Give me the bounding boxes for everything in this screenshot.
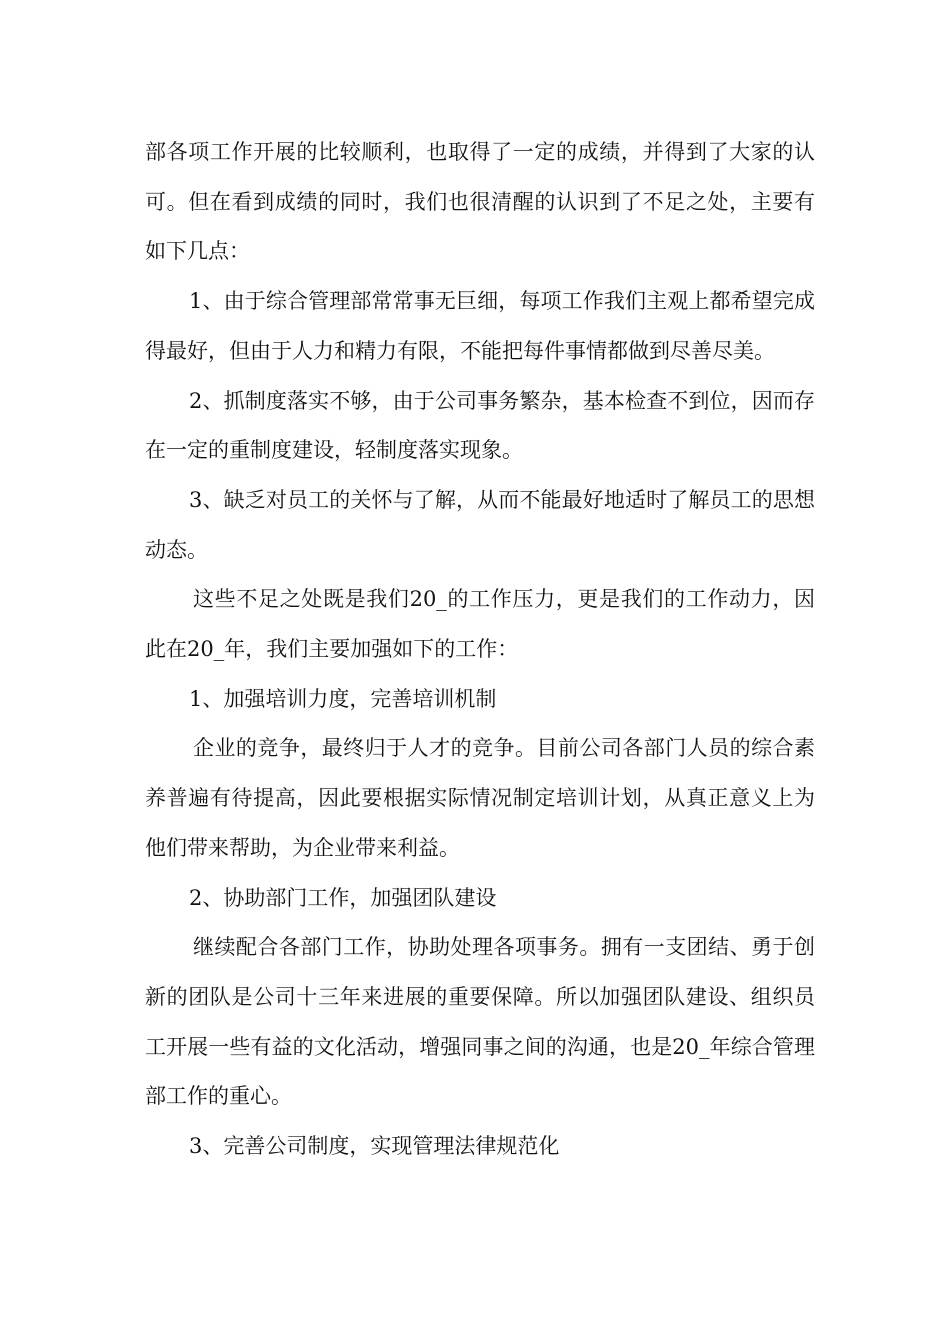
paragraph-continuation: 部各项工作开展的比较顺利，也取得了一定的成绩，并得到了大家的认可。但在看到成绩的同时，我们也很清醒的认识到了不足之处，主要有如下几点：	[145, 140, 815, 264]
heading-team: 2、协助部门工作，加强团队建设	[189, 885, 497, 910]
heading-training: 1、加强培训力度，完善培训机制	[189, 686, 497, 711]
paragraph-issue-1: 1、由于综合管理部常常事无巨细，每项工作我们主观上都希望完成得最好，但由于人力和精力有限，不能把每件事情都做到尽善尽美。	[145, 289, 815, 363]
paragraph-issue-2: 2、抓制度落实不够，由于公司事务繁杂，基本检查不到位，因而存在一定的重制度建设，轻制度落实现象。	[145, 388, 815, 463]
paragraph-team: 继续配合各部门工作，协助处理各项事务。拥有一支团结、勇于创新的团队是公司十三年来进展的重要保障。所以加强团队建设、组织员工开展一些有益的文化活动，增强同事之间的沟通，也是20_年综合管理部工作的重心。	[145, 935, 815, 1109]
paragraph-transition: 这些不足之处既是我们20_的工作压力，更是我们的工作动力，因此在20_年，我们主要加强如下的工作：	[145, 587, 815, 662]
paragraph-issue-3: 3、缺乏对员工的关怀与了解，从而不能最好地适时了解员工的思想动态。	[145, 487, 815, 562]
heading-regulations: 3、完善公司制度，实现管理法律规范化	[189, 1134, 560, 1159]
paragraph-training: 企业的竞争，最终归于人才的竞争。目前公司各部门人员的综合素养普遍有待提高，因此要根据实际情况制定培训计划，从真正意义上为他们带来帮助，为企业带来利益。	[145, 736, 815, 860]
document-body	[145, 128, 815, 1172]
